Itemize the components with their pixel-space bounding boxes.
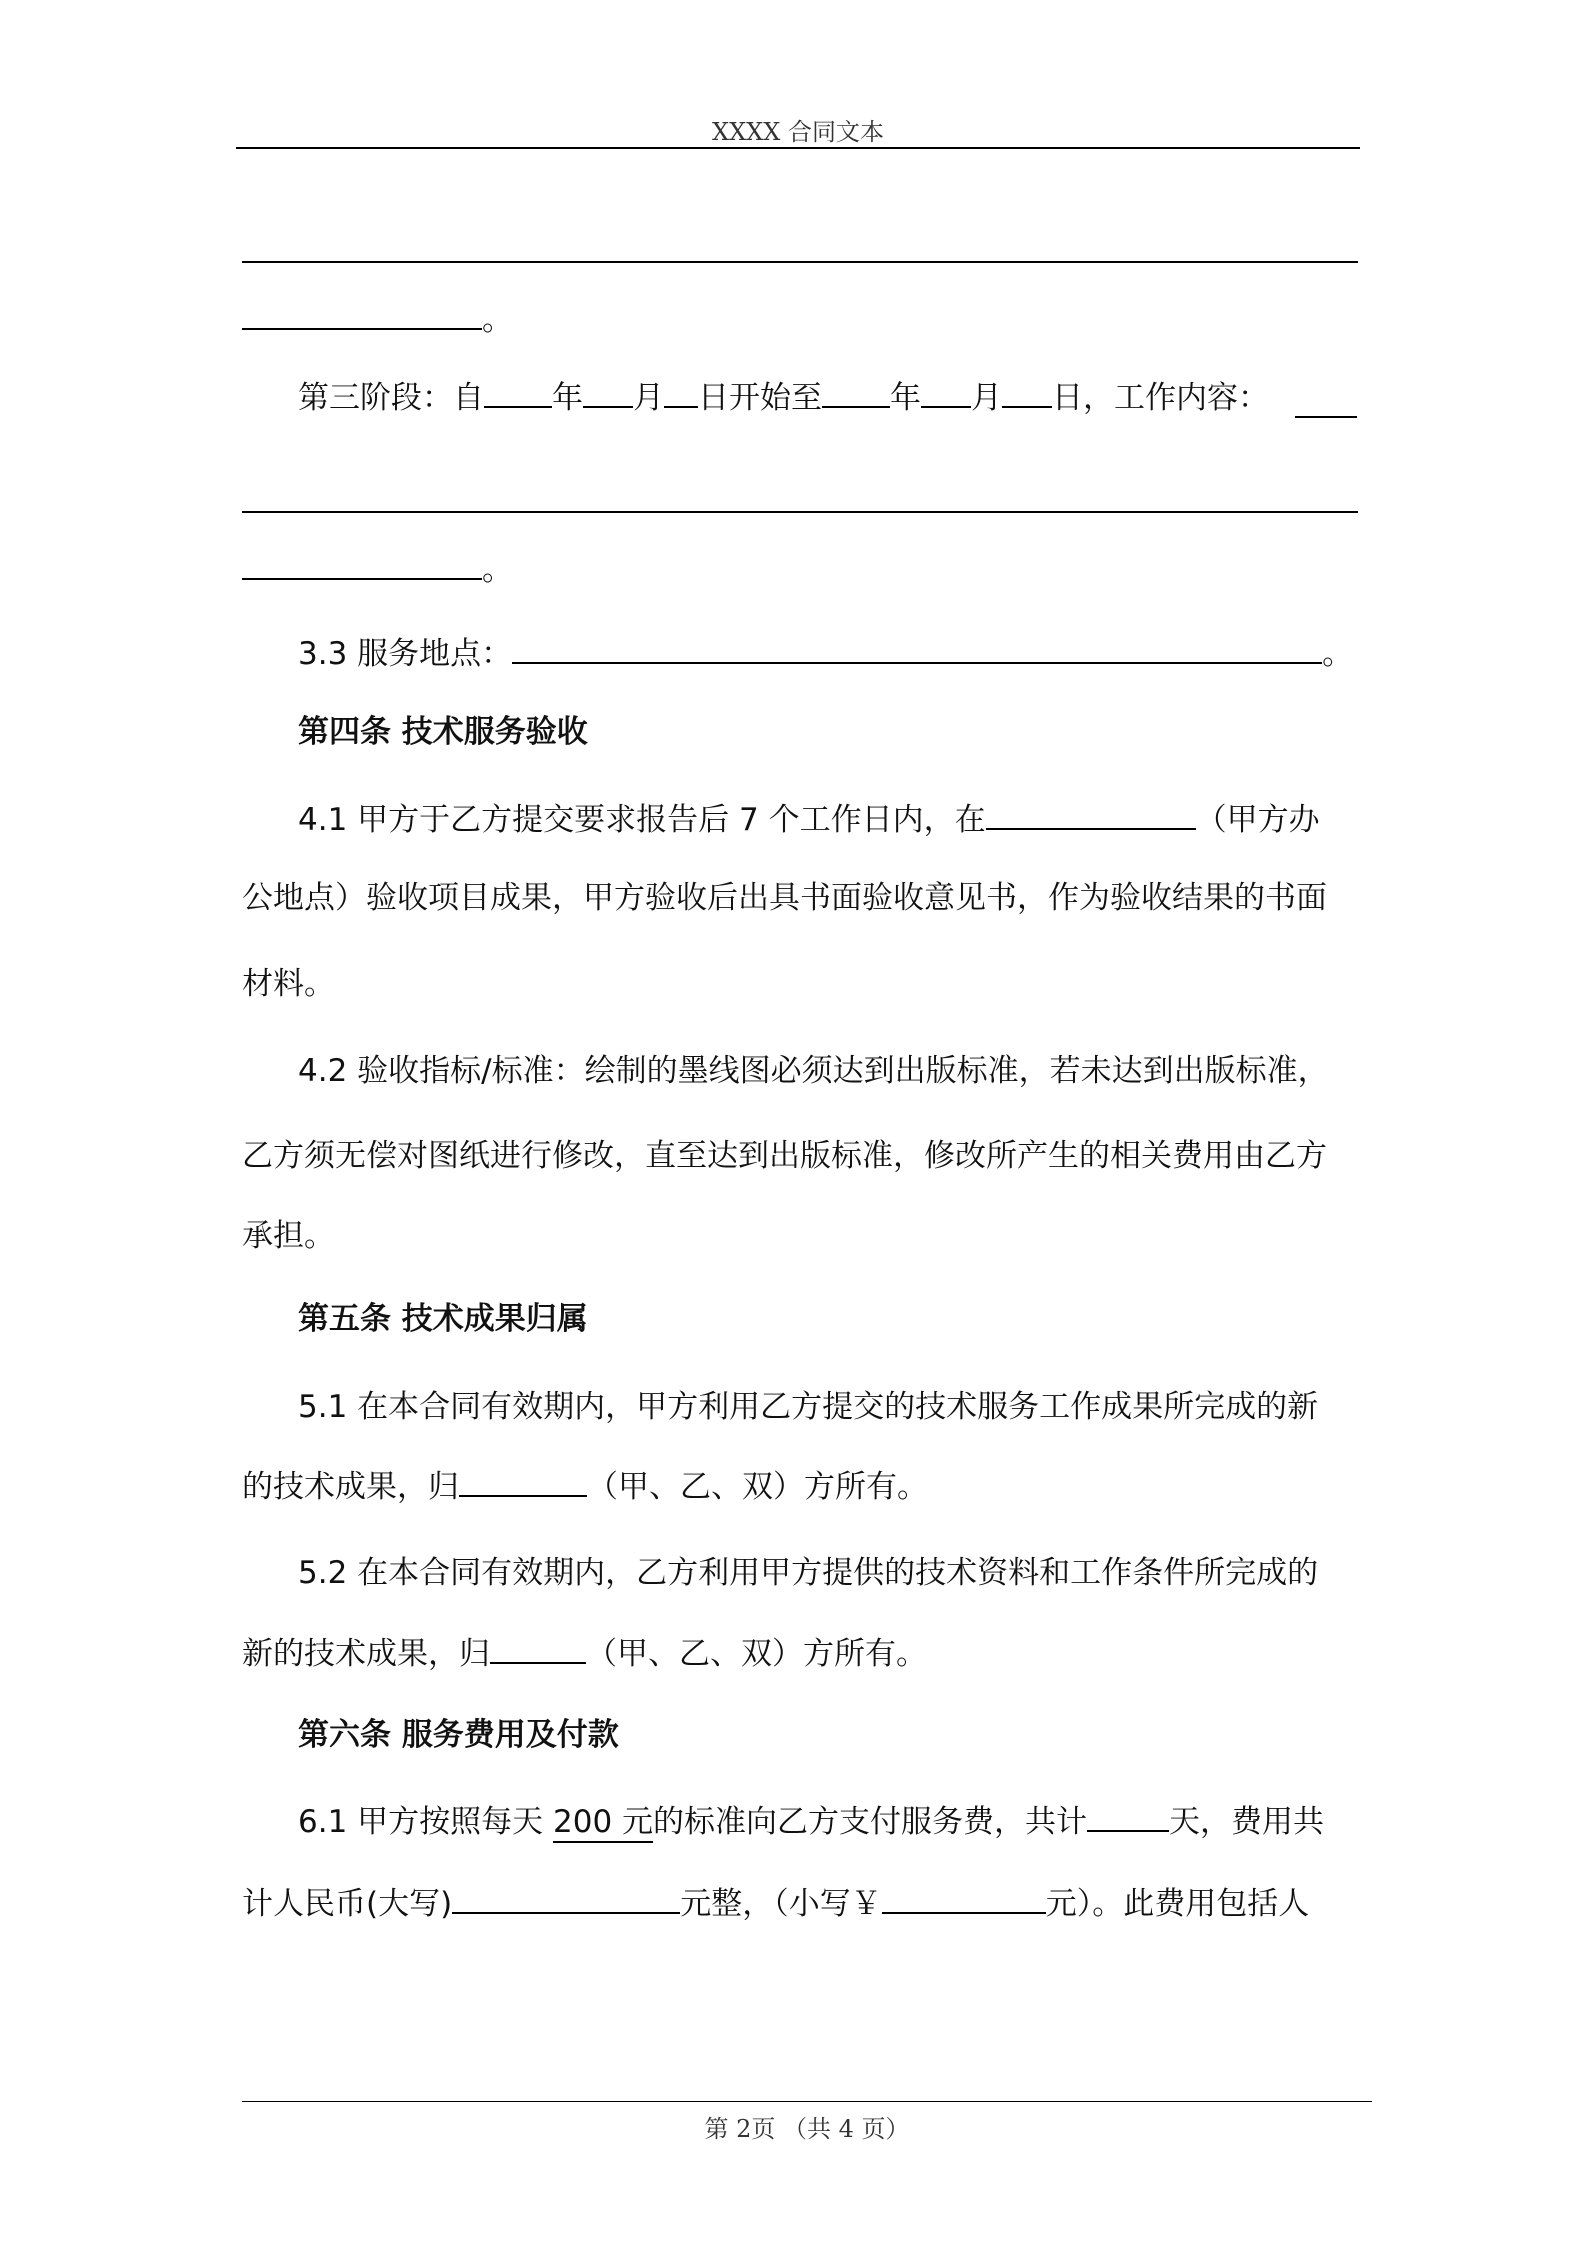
service-location-label: 3.3 服务地点： [298,636,513,672]
amount-uppercase-field[interactable] [452,1882,680,1914]
clause-text: 元）。此费用包括人 [1045,1886,1310,1922]
clause-text: 的技术成果，归 [242,1469,459,1505]
clause-6-1-line2 [242,1882,1358,1926]
ownership-field[interactable] [490,1632,586,1664]
clause-5-1-line2 [242,1465,1358,1509]
clause-text: 4.1 甲方于乙方提交要求报告后 7 个工作日内，在 [298,802,986,838]
clause-text: （甲、乙、双）方所有。 [586,1636,927,1672]
clause-text: （甲方办 [1195,802,1320,838]
clause-4-1-line3: 材料。 [242,966,335,1002]
stage3-tail-line [242,548,1358,592]
clause-text: （甲、乙、双）方所有。 [587,1469,928,1505]
clause-4-1-line1 [298,798,1358,842]
clause-text: 元整，（小写￥ [680,1886,882,1922]
clause-4-1-line2: 公地点）验收项目成果，甲方验收后出具书面验收意见书，作为验收结果的书面 [242,880,1327,916]
clause-text: 天，费用共 [1169,1804,1325,1840]
clause-text: 新的技术成果，归 [242,1636,490,1672]
blank-month-start[interactable] [583,376,633,408]
day-start-label: 日开始至 [698,380,822,416]
page-header-title: XXXX 合同文本 [712,118,884,146]
article-6-heading: 第六条 服务费用及付款 [298,1717,619,1753]
clause-4-2-line2: 乙方须无偿对图纸进行修改，直至达到出版标准，修改所产生的相关费用由乙方 [242,1138,1327,1174]
stage2-tail-line [242,298,1358,342]
year-label: 年 [552,380,583,416]
blank-work-content-start[interactable] [1295,416,1357,418]
clause-text: 6.1 甲方按照每天 [298,1804,544,1840]
service-location-field[interactable] [512,632,1322,664]
footer-rule [242,2101,1372,2102]
blank-field[interactable] [242,548,482,580]
clause-4-2-line1: 4.2 验收指标/标准：绘制的墨线图必须达到出版标准，若未达到出版标准， [298,1053,1329,1089]
acceptance-location-field[interactable] [986,798,1196,830]
month-label: 月 [633,380,664,416]
blank-day-end[interactable] [1002,376,1052,408]
blank-day-start[interactable] [664,376,698,408]
article-5-heading: 第五条 技术成果归属 [298,1301,588,1337]
header-rule [236,147,1360,149]
stage3-line [298,376,1358,420]
day-end-label: 日，工作内容： [1052,380,1269,416]
page-number: 第 2页 （共 4 页） [704,2115,910,2143]
period: 。 [1322,636,1354,672]
stage3-prefix: 第三阶段：自 [298,380,484,416]
period: 。 [482,552,513,588]
blank-year-start[interactable] [484,376,552,408]
article-4-heading: 第四条 技术服务验收 [298,714,588,750]
days-field[interactable] [1087,1800,1169,1832]
blank-fill-line [242,511,1358,513]
blank-year-end[interactable] [822,376,890,408]
blank-month-end[interactable] [921,376,971,408]
clause-text: 计人民币(大写) [242,1886,453,1922]
ownership-field[interactable] [459,1465,587,1497]
clause-6-1-line1 [298,1800,1358,1844]
year-label: 年 [890,380,921,416]
clause-text: 的标准向乙方支付服务费，共计 [653,1804,1088,1840]
amount-numeric-field[interactable] [882,1882,1046,1914]
clause-5-2-line2 [242,1632,1358,1676]
clause-4-2-line3: 承担。 [242,1218,335,1254]
blank-fill-line [242,261,1358,263]
clause-5-2-line1: 5.2 在本合同有效期内，乙方利用甲方提供的技术资料和工作条件所完成的 [298,1555,1319,1591]
period: 。 [482,302,513,338]
clause-5-1-line1: 5.1 在本合同有效期内，甲方利用乙方提交的技术服务工作成果所完成的新 [298,1389,1319,1425]
daily-rate-amount: 200 元 [553,1803,653,1843]
blank-field[interactable] [242,298,482,330]
month-label: 月 [971,380,1002,416]
clause-3-3 [298,632,1358,676]
